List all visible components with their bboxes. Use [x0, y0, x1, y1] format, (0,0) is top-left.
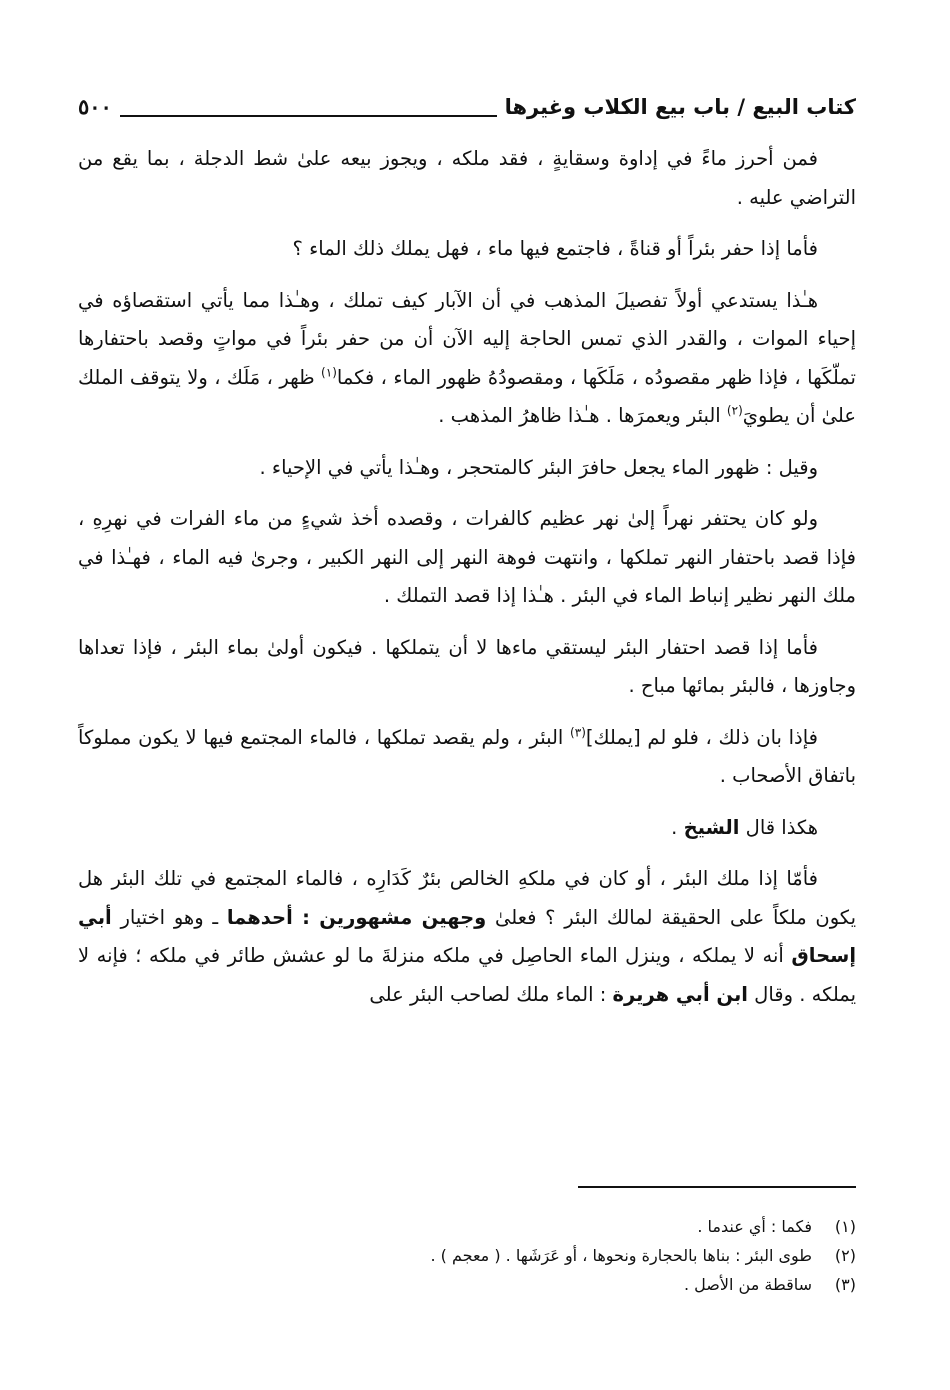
paragraph-3: [78, 282, 856, 436]
paragraph-10-b: وجهين مشهورين : أحدهما: [226, 905, 487, 929]
footnote-text: فكما : أي عندما .: [697, 1217, 812, 1236]
paragraph-10-g: : الماء ملك لصاحب البئر على: [369, 982, 613, 1006]
paragraph-8-b: البئر ، ولم يقصد تملكها ، فالماء المجتمع فيها لا يكون مملوكاً باتفاق الأصحاب .: [78, 725, 856, 787]
paragraph-3-text: هـٰذا يستدعي أولاً تفصيلَ المذهب في أن الآبار كيف تملك ، وهـٰذا مما يأتي استقصاؤه في إحياء الموات ، والقدر الذي تمس الحاجة إليه الآن أن من حفر بئراً في مواتٍ وقصد باحتفارها تملّكَها ، فإذا ظهر مقصودُه ، مَلَكَها ، ومقصودُهُ ظهور الماء ،: [78, 288, 856, 389]
paragraph-10-f: ابن أبي هريرة: [612, 982, 748, 1006]
paragraph-10-c: ـ وهو اختيار: [111, 905, 227, 929]
footnote-ref-1: (١): [321, 365, 337, 379]
paragraph-10-d: أبي إسحاق: [78, 905, 856, 967]
footnote-number: (٣): [834, 1275, 856, 1294]
paragraph-8: [78, 719, 856, 796]
footnote-ref-2: (٢): [726, 403, 743, 418]
paragraph-9-c: .: [671, 815, 684, 839]
paragraph-8-a: فإذا بان ذلك ، فلو لم [يملك]: [585, 725, 818, 749]
header-title: كتاب البيع / باب بيع الكلاب وغيرها: [504, 95, 856, 119]
footnote-number: (١): [834, 1217, 856, 1236]
paragraph-3-cont-c: البئر ويعمرَها . هـٰذا ظاهرُ المذهب .: [438, 404, 727, 427]
paragraph-9: [78, 809, 856, 848]
footnotes: [78, 1212, 856, 1299]
footnote-ref-3: (٣): [570, 725, 586, 739]
paragraph-3-cont-a: فكما: [336, 365, 375, 389]
footnote-3: [78, 1270, 856, 1299]
paragraph-2: فأما إذا حفر بئراً أو قناةً ، فاجتمع فيها ماء ، فهل يملك ذلك الماء ؟: [292, 237, 818, 260]
footnote-text: ساقطة من الأصل .: [684, 1275, 812, 1294]
footnote-2: [78, 1241, 856, 1270]
paragraph-10-e: أنه لا يملكه ، وينزل الماء الحاصِل في ملكه منزلةَ ما لو عشش طائر في ملكه ؛ فإنه لا يملكه . وقال: [78, 944, 856, 1006]
footnote-separator: [578, 1186, 856, 1188]
main-text: [78, 140, 856, 1014]
footnote-number: (٢): [834, 1246, 856, 1265]
paragraph-3-cont-b: ظهر ، مَلَك ، ولا يتوقف الملك علىٰ أن يطويَ: [78, 365, 856, 427]
paragraph-7: فأما إذا قصد احتفار البئر ليستقي ماءها لا أن يتملكها . فيكون أولىٰ بماء البئر ، فإذا تعداها وجاوزها ، فالبئر بمائها مباح .: [78, 635, 856, 697]
paragraph-1: فمن أحرز ماءً في إداوة وسقايةٍ ، فقد ملكه ، ويجوز بيعه علىٰ شط الدجلة ، بما يقع من التراضي عليه .: [78, 147, 856, 209]
footnote-1: [78, 1212, 856, 1241]
paragraph-10-a: فأمّا إذا ملك البئر ، أو كان في ملكهِ الخالص بئرٌ كَدَارِه ، فالماء المجتمع في تلك البئر هل يكون ملكاً على الحقيقة لمالك البئر ؟ فعلىٰ: [78, 867, 857, 929]
footnote-text: طوى البئر : بناها بالحجارة ونحوها ، أو عَرَشَها . ( معجم ) .: [430, 1246, 812, 1265]
paragraph-9-a: هكذا قال: [739, 815, 818, 839]
paragraph-9-name: الشيخ: [683, 815, 740, 839]
header-rule: [120, 115, 497, 117]
paragraph-5: وقيل : ظهور الماء يجعل حافرَ البئر كالمتحجر ، وهـٰذا يأتي في الإحياء .: [259, 455, 818, 479]
running-header: [78, 88, 856, 124]
paragraph-10: [78, 860, 856, 1014]
paragraph-6: ولو كان يحتفر نهراً إلىٰ نهر عظيم كالفرات ، وقصده أخذ شيءٍ من ماء الفرات في نهرِهِ ، فإذا قصد باحتفار النهر تملكها ، وانتهت فوهة النهر إلى النهر الكبير ، وجرىٰ فيه الماء ، فهـٰذا في ملك النهر نظير إنباط الماء في البئر . هـٰذا إذا قصد التملك .: [78, 507, 856, 607]
page-number: ٥٠٠: [78, 94, 112, 119]
